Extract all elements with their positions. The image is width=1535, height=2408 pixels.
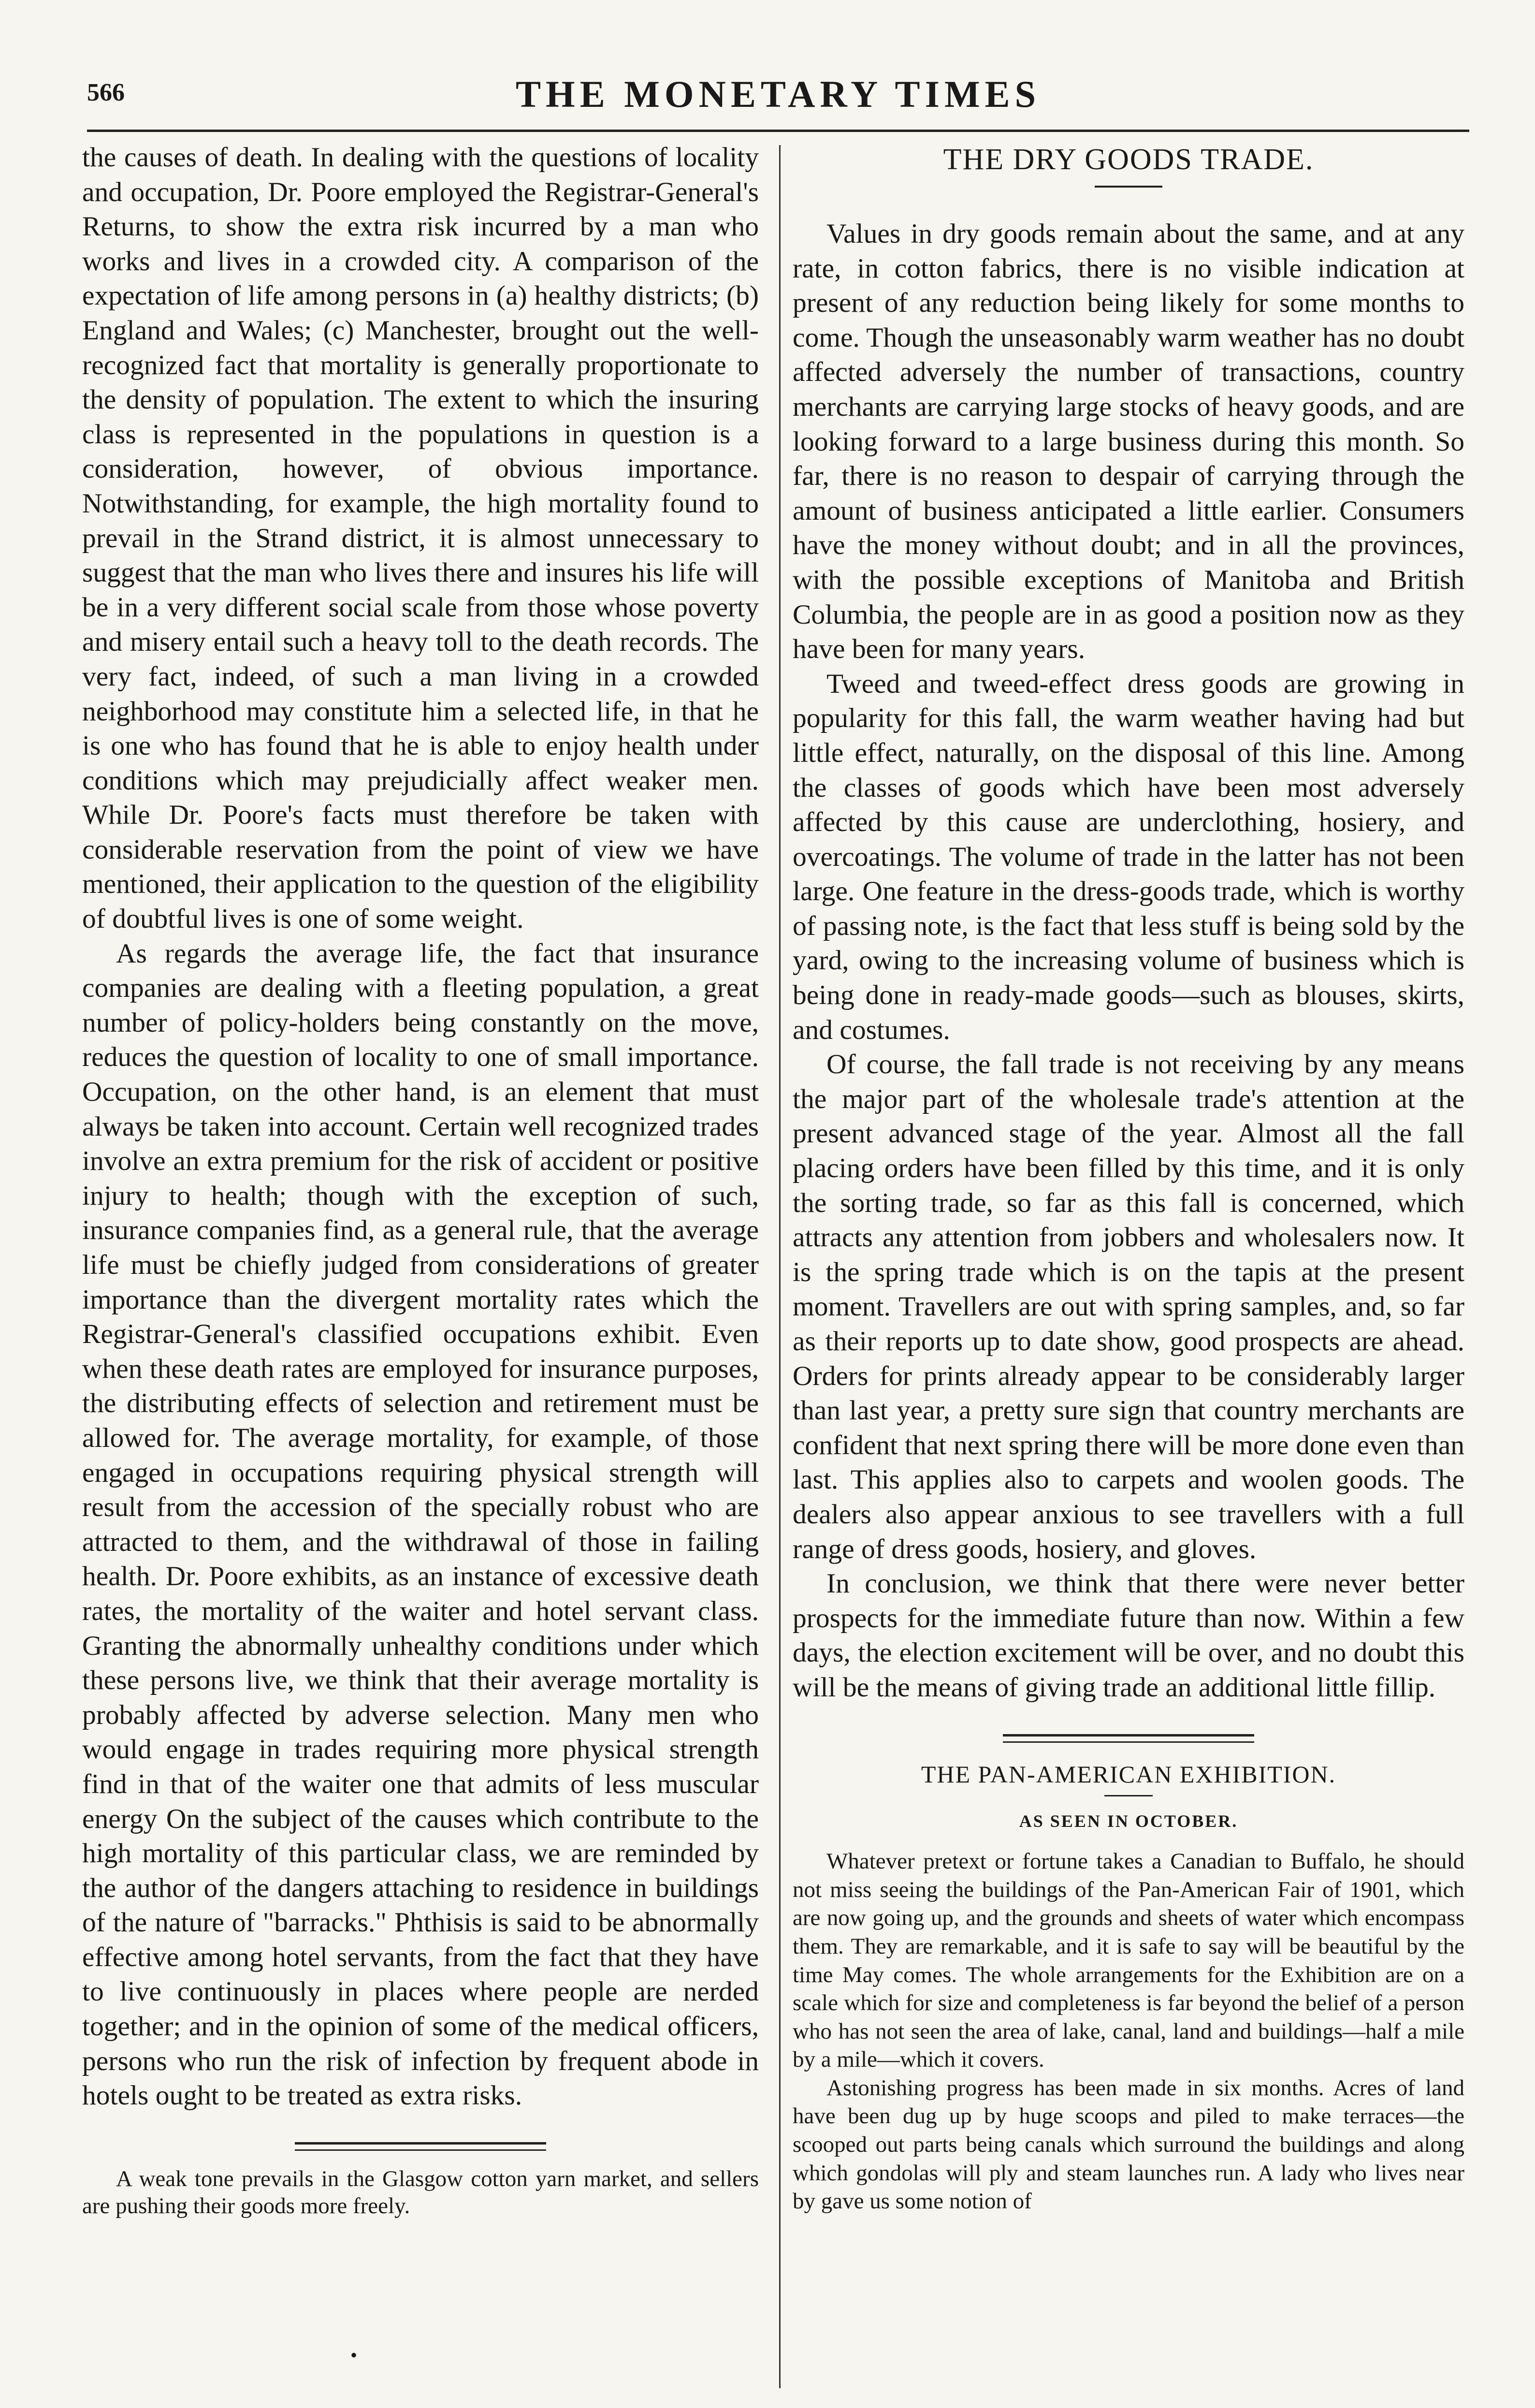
left-column xyxy=(82,140,759,2219)
market-note: A weak tone prevails in the Glasgow cotton yarn market, and sellers are pushing their goods more freely. xyxy=(82,2166,759,2218)
paragraph: Tweed and tweed-effect dress goods are growing in popularity for this fall, the warm weather having had but little effect, naturally, on the disposal of this line. Among the classes of goods which have been most adversely affected by this cause are underclothing, hosiery, and overcoatings. The volume of trade in the latter has not been large. One feature in the dress-goods trade, which is worthy of passing note, is the fact that less stuff is being sold by the yard, owing to the increasing volume of business which is being done in ready-made goods—such as blouses, skirts, and costumes. xyxy=(793,668,1464,1045)
paragraph: Of course, the fall trade is not receiving by any means the major part of the wholesale trade's attention at the present advanced stage of the year. Almost all the fall placing orders have been filled by this time, and it is only the sorting trade, so far as this fall is concerned, which attracts any attention from jobbers and wholesalers now. It is the spring trade which is on the tapis at the present moment. Travellers are out with spring samples, and, so far as their reports up to date show, good prospects are ahead. Orders for prints already appear to be considerably larger than last year, a pretty sure sign that country merchants are confident that next spring there will be more done even than last. This applies also to carpets and woolen goods. The dealers also appear anxious to see travellers with a full range of dress goods, hosiery, and gloves. xyxy=(793,1049,1464,1564)
pan-american-title: THE PAN-AMERICAN EXHIBITION. xyxy=(921,1760,1336,1788)
section-divider xyxy=(295,2142,546,2151)
paragraph: Values in dry goods remain about the same, and at any rate, in cotton fabrics, there is no visible indication at present of any reduction being likely for some months to come. Though the unseasonably warm weather has no doubt affected adversely the number of transactions, country merchants are carrying large stocks of heavy goods, and are looking forward to a large business during this month. So far, there is no reason to despair of carrying through the amount of business anticipated a little earlier. Consumers have the money without doubt; and in all the provinces, with the possible exceptions of Manitoba and British Columbia, the people are in as good a position now as they have been for many years. xyxy=(793,219,1464,665)
right-column xyxy=(793,140,1464,2216)
page-number: 566 xyxy=(87,79,125,106)
paragraph: the causes of death. In dealing with the questions of locality and occupation, Dr. Poore employed the Registrar-General's Returns, to show the extra risk incurred by a man who works and lives in a crowded city. A comparison of the expectation of life among persons in (a) healthy districts; (b) England and Wales; (c) Manchester, brought out the well-recognized fact that mortality is generally proportionate to the density of population. The extent to which the insuring class is represented in the populations in question is a consideration, however, of obvious importance. Notwithstanding, for example, the high mortality found to prevail in the Strand district, it is almost unnecessary to suggest that the man who lives there and insures his life will be in a very different social scale from those whose poverty and misery entail such a heavy toll to the death records. The very fact, indeed, of such a man living in a crowded neighborhood may constitute him a selected life, in that he is one who has found that he is able to enjoy health under conditions which may prejudicially affect weaker men. While Dr. Poore's facts must therefore be taken with considerable reservation from the point of view we have mentioned, their application to the question of the eligibility of doubtful lives is one of some weight. xyxy=(82,142,759,934)
page-header xyxy=(87,73,1469,126)
section-divider xyxy=(1003,1734,1254,1743)
masthead: THE MONETARY TIMES xyxy=(516,73,1041,115)
paragraph: Whatever pretext or fortune takes a Canadian to Buffalo, he should not miss seeing the buildings of the Pan-American Fair of 1901, which are now going up, and the grounds and sheets of water which encompass them. They are remarkable, and it is safe to say will be beautiful by the time May comes. The whole arrangements for the Exhibition are on a scale which for size and completeness is far beyond the belief of a person who has not seen the area of lake, canal, land and buildings—half a mile by a mile—which it covers. xyxy=(793,1849,1464,2072)
paragraph: In conclusion, we think that there were never better prospects for the immediate future than now. Within a few days, the election excitement will be over, and no doubt this will be the means of giving trade an additional little fillip. xyxy=(793,1568,1464,1703)
column-divider xyxy=(779,145,781,2388)
paragraph: As regards the average life, the fact that insurance companies are dealing with a fleeting population, a great number of policy-holders being constantly on the move, reduces the question of locality to one of small importance. Occupation, on the other hand, is an element that must always be taken into account. Certain well recognized trades involve an extra premium for the risk of accident or positive injury to health; though with the exception of such, insurance companies find, as a general rule, that the average life must be chiefly judged from considerations of greater importance than the divergent mortality rates which the Registrar-General's classified occupations exhibit. Even when these death rates are employed for insurance purposes, the distributing effects of selection and retirement must be allowed for. The average mortality, for example, of those engaged in occupations requiring physical strength will result from the accession of the specially robust who are attracted to them, and the withdrawal of those in failing health. Dr. Poore exhibits, as an instance of excessive death rates, the mortality of the waiter and hotel servant class. Granting the abnormally unhealthy conditions under which these persons live, we think that their average mortality is probably affected by adverse selection. Many men who would engage in trades requiring more physical strength find in that of the waiter one that admits of less muscular energy On the subject of the causes which contribute to the high mortality of this particular class, we are reminded by the author of the dangers attaching to residence in buildings of the nature of "barracks." Phthisis is said to be abnormally effective among hotel servants, from the fact that they have to live continuously in places where people are nerded together; and in the opinion of some of the medical officers, persons who run the risk of infection by frequent abode in hotels ought to be treated as extra risks. xyxy=(82,938,759,2111)
title-rule xyxy=(1095,186,1162,188)
title-rule xyxy=(1104,1795,1153,1796)
dry-goods-title: THE DRY GOODS TRADE. xyxy=(943,143,1314,176)
printer-mark: • xyxy=(350,2344,358,2366)
paragraph: Astonishing progress has been made in six months. Acres of land have been dug up by huge scoops and piled to make terraces—the scooped out parts being canals which surround the buildings and along which gondolas will ply and steam launches run. A lady who lives near by gave us some notion of xyxy=(793,2075,1464,2214)
header-rule xyxy=(87,130,1469,132)
pan-american-subtitle: AS SEEN IN OCTOBER. xyxy=(1019,1811,1238,1831)
